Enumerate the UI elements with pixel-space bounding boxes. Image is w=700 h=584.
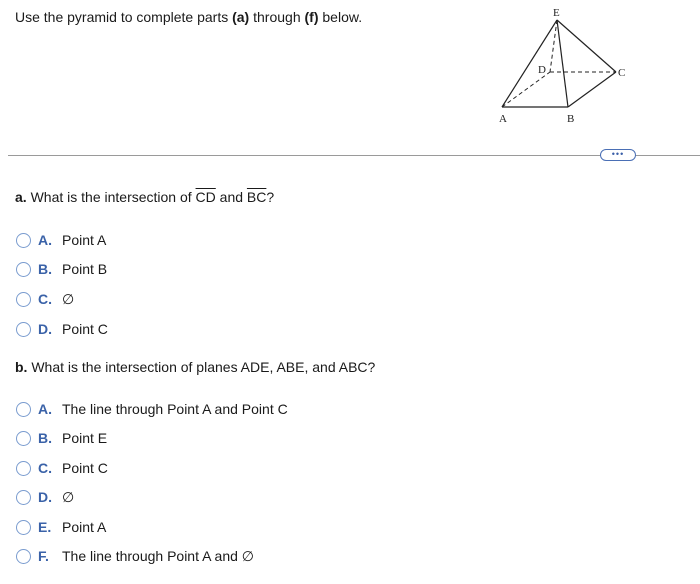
option-letter: D. — [38, 321, 52, 337]
option-a-d[interactable] — [16, 319, 108, 339]
vertex-label-C: C — [618, 67, 626, 79]
vertex-label-D: D — [538, 64, 546, 76]
instructions-middle: through — [249, 9, 305, 25]
question-a-text-after: ? — [266, 189, 275, 205]
radio-button[interactable] — [16, 262, 31, 277]
segment-bc: $\overline{BC}$ — [246, 189, 267, 205]
question-b-text: What is the intersection of planes ADE, ABE, and ABC? — [27, 359, 376, 375]
edge-EA — [502, 20, 557, 107]
option-b-c[interactable] — [16, 458, 108, 478]
radio-button[interactable] — [16, 322, 31, 337]
edge-BC — [568, 72, 616, 107]
radio-button[interactable] — [16, 431, 31, 446]
instructions-part-f: (f) — [304, 9, 319, 25]
pyramid-diagram — [490, 0, 640, 130]
option-text: Point C — [62, 460, 108, 476]
option-letter: D. — [38, 489, 52, 505]
edge-AD — [502, 72, 550, 107]
option-b-d[interactable] — [16, 487, 74, 507]
option-text: ∅ — [62, 488, 75, 505]
vertex-label-E: E — [553, 7, 560, 19]
option-letter: F. — [38, 548, 49, 564]
question-b-label: b. — [15, 359, 28, 375]
question-a-label: a. — [15, 189, 27, 205]
option-b-b[interactable] — [16, 428, 107, 448]
option-text: Point E — [62, 430, 108, 446]
radio-button[interactable] — [16, 402, 31, 417]
option-text: The line through Point A and Point C — [62, 401, 288, 417]
option-letter: E. — [38, 519, 52, 535]
radio-button[interactable] — [16, 233, 31, 248]
radio-button[interactable] — [16, 520, 31, 535]
option-letter: A. — [38, 401, 52, 417]
edge-EC — [557, 20, 616, 72]
question-b — [15, 359, 375, 375]
option-text: Point A — [62, 519, 107, 535]
instructions-part-a: (a) — [232, 9, 250, 25]
option-text: ∅ — [62, 290, 75, 307]
instructions-suffix: below. — [318, 9, 363, 25]
option-letter: B. — [38, 261, 52, 277]
option-letter: B. — [38, 430, 52, 446]
segment-cd: $\overline{CD}$ — [195, 189, 216, 205]
vertex-label-B: B — [567, 113, 575, 125]
instructions — [15, 9, 362, 25]
option-text: Point A — [62, 232, 107, 248]
instructions-prefix: Use the pyramid to complete parts — [15, 9, 233, 25]
option-letter: A. — [38, 232, 52, 248]
vertex-label-A: A — [499, 113, 507, 125]
edge-ED — [550, 20, 557, 72]
option-b-f[interactable] — [16, 546, 254, 566]
option-text: Point B — [62, 261, 108, 277]
option-a-a[interactable] — [16, 230, 106, 250]
question-a-text-mid: and — [215, 189, 247, 205]
more-button[interactable]: ••• — [600, 149, 636, 161]
radio-button[interactable] — [16, 490, 31, 505]
option-a-c[interactable] — [16, 289, 74, 309]
option-text: The line through Point A and ∅ — [62, 547, 254, 564]
option-b-a[interactable] — [16, 399, 288, 419]
radio-button[interactable] — [16, 549, 31, 564]
question-a-text-before: What is the intersection of — [26, 189, 196, 205]
option-b-e[interactable] — [16, 517, 106, 537]
question-a — [15, 189, 274, 205]
option-letter: C. — [38, 291, 52, 307]
radio-button[interactable] — [16, 461, 31, 476]
radio-button[interactable] — [16, 292, 31, 307]
section-divider — [8, 155, 700, 156]
option-a-b[interactable] — [16, 259, 107, 279]
option-letter: C. — [38, 460, 52, 476]
option-text: Point C — [62, 321, 108, 337]
edge-EB — [557, 20, 568, 107]
